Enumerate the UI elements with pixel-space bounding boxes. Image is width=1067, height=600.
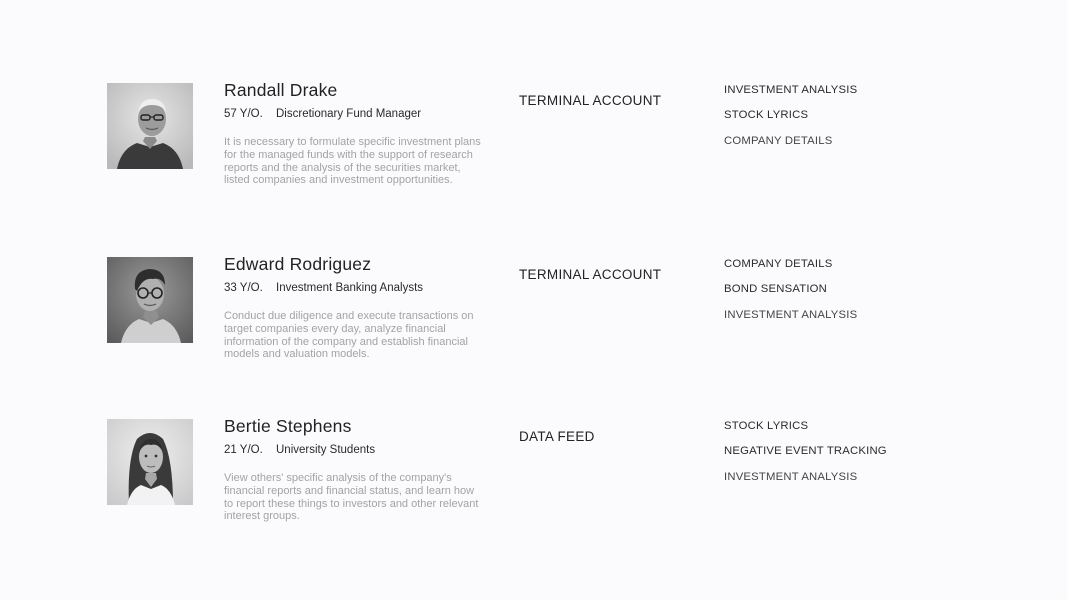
- interest-item: STOCK LYRICS: [724, 420, 809, 432]
- persona-description: View others' specific analysis of the company's financial reports and financial status, and learn how to report these things to investors and other relevant interest groups.: [224, 472, 479, 523]
- older-man-portrait-icon: [107, 83, 193, 169]
- interest-list: [724, 420, 887, 496]
- interest-item: COMPANY DETAILS: [724, 258, 833, 270]
- persona-role: Discretionary Fund Manager: [276, 108, 422, 120]
- interest-item: INVESTMENT ANALYSIS: [724, 84, 858, 96]
- persona-role: University Students: [276, 444, 376, 456]
- interest-item: STOCK LYRICS: [724, 109, 809, 122]
- persona-name: Edward Rodriguez: [224, 254, 372, 274]
- interest-list: [724, 258, 857, 334]
- persona-age: 57 Y/O.: [224, 108, 263, 120]
- persona-age: 33 Y/O.: [224, 282, 263, 294]
- persona-meta: [224, 108, 421, 120]
- young-woman-portrait-icon: [107, 419, 193, 505]
- persona-name: Bertie Stephens: [224, 416, 352, 436]
- avatar: [107, 419, 193, 505]
- persona-description: It is necessary to formulate specific investment plans for the managed funds with the support of research reports and the analysis of the securities market, listed companies and investment opportunities.: [224, 136, 481, 187]
- interest-item: COMPANY DETAILS: [724, 134, 833, 147]
- account-type: TERMINAL ACCOUNT: [519, 93, 662, 108]
- interest-item: NEGATIVE EVENT TRACKING: [724, 445, 887, 458]
- avatar: [107, 257, 193, 343]
- persona-description: Conduct due diligence and execute transactions on target companies every day, analyze financial information of the company and establish financial models and valuation models.: [224, 310, 474, 361]
- interest-list: [724, 84, 857, 160]
- persona-age: 21 Y/O.: [224, 444, 263, 456]
- avatar: [107, 83, 193, 169]
- persona-role: Investment Banking Analysts: [276, 282, 424, 294]
- account-type: TERMINAL ACCOUNT: [519, 267, 662, 282]
- interest-item: INVESTMENT ANALYSIS: [724, 308, 858, 321]
- young-man-portrait-icon: [107, 257, 193, 343]
- account-type: DATA FEED: [519, 429, 595, 444]
- persona-meta: [224, 282, 423, 294]
- persona-meta: [224, 444, 375, 456]
- interest-item: INVESTMENT ANALYSIS: [724, 470, 858, 483]
- persona-name: Randall Drake: [224, 80, 338, 100]
- interest-item: BOND SENSATION: [724, 283, 828, 296]
